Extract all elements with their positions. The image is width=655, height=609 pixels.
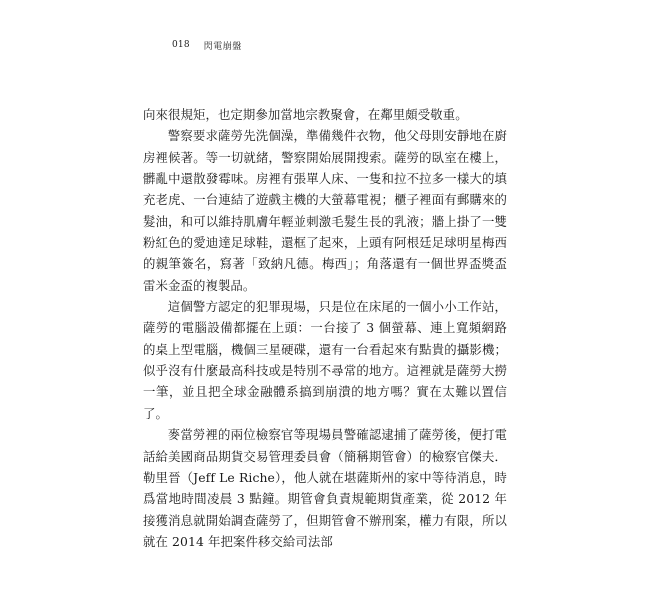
running-header [172,38,242,52]
page-number: 018 [172,40,190,50]
running-book-title: 閃電崩盤 [203,41,242,52]
paragraph: 這個警方認定的犯罪現場，只是位在床尾的一個小小工作站，薩勞的電腦設備都擺在上頭：一台接了 3 個螢幕、連上寬頻網路的桌上型電腦，機個三星硬碟，還有一台看起來有點貴的攝影機；似乎沒有什麼最高科技或是特別不尋常的地方。這裡就是薩勞大撈一筆，並且把全球金融體系搞到崩潰的地方嗎？實在太難以置信了。 [143,299,507,421]
paragraph: 麥當勞裡的兩位檢察官等現場員警確認逮捕了薩勞後，便打電話給美國商品期貨交易管理委員會（簡稱期管會）的檢察官傑夫．勒里晉（Jeff Le Riche），他人就在堪薩斯州的家中等待消息，時爲當地時間凌晨 3 點鐘。期管會負責規範期貨產業，從 2012 年接獲消息就開始調查薩勞了，但期管會不辦刑案，權力有限，所以就在 2014 年把案件移交給司法部 [143,427,507,549]
paragraph: 向來很規矩，也定期參加當地宗教聚會，在鄰里頗受敬重。 [143,107,468,122]
paragraph: 警察要求薩勞先洗個澡，準備幾件衣物，他父母則安靜地在廚房裡候著。等一切就緒，警察開始展開搜索。薩勞的臥室在樓上，髒亂中還散發霉味。房裡有張單人床、一隻和拉不拉多一樣大的填充老虎、一台連結了遊戲主機的大螢幕電視；櫃子裡面有郵購來的髮油，和可以維持肌膚年輕並刺激毛髮生長的乳液；牆上掛了一雙粉紅色的愛迪達足球鞋，還框了起來，上頭有阿根廷足球明星梅西的親筆簽名，寫著「致納凡德。梅西」；角落還有一個世界盃獎盃雷米金盃的複製品。 [143,128,507,293]
body-text [143,104,507,552]
